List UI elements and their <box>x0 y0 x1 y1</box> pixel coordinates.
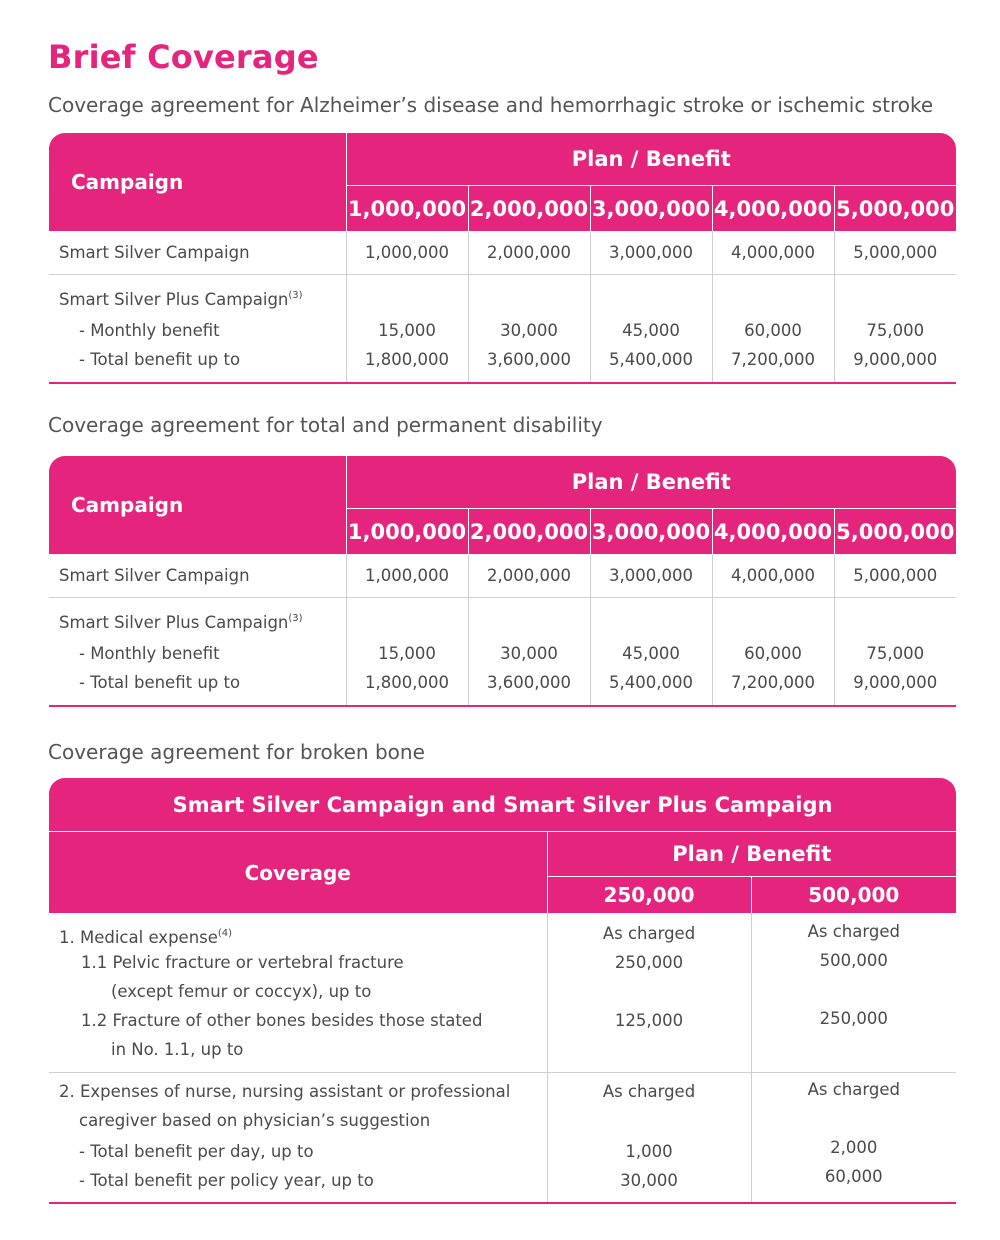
cell-value: 1,800,000 <box>365 350 449 369</box>
cell-value: 15,000 <box>378 644 436 663</box>
cell-value: 75,000 <box>866 321 925 340</box>
cell-value: 4,000,000 <box>712 554 834 598</box>
row-label-group <box>49 598 346 707</box>
page-title: Brief Coverage <box>48 38 319 76</box>
row-label: Smart Silver Campaign <box>49 231 346 275</box>
cell-value: 7,200,000 <box>731 350 815 369</box>
campaign-header: Campaign <box>49 456 346 554</box>
row-label: Smart Silver Plus Campaign <box>59 290 289 309</box>
cell-value: As charged <box>602 924 696 943</box>
coverage-item-medical-expense <box>49 913 547 1073</box>
cell-group <box>751 913 956 1073</box>
cell-group <box>712 598 834 707</box>
table-row <box>49 231 956 275</box>
cell-value: 5,000,000 <box>834 554 956 598</box>
plan-benefit-header: Plan / Benefit <box>547 832 956 877</box>
cell-value: 15,000 <box>378 321 436 340</box>
cell-value: 3,000,000 <box>590 554 712 598</box>
total-benefit-label: - Total benefit up to <box>79 673 241 692</box>
cell-group <box>547 1073 751 1204</box>
cell-value: 45,000 <box>622 321 680 340</box>
cell-value: 1,000 <box>625 1142 673 1161</box>
plan-amount-header: 4,000,000 <box>712 509 834 555</box>
cell-group <box>834 275 956 384</box>
cell-value: 45,000 <box>622 644 680 663</box>
cell-value: 4,000,000 <box>712 231 834 275</box>
cell-group <box>834 598 956 707</box>
sub-item-label: - Total benefit per day, up to <box>79 1142 314 1161</box>
cell-group <box>712 275 834 384</box>
cell-group <box>468 275 590 384</box>
cell-value: 250,000 <box>819 1009 888 1028</box>
plan-amount-header: 1,000,000 <box>346 186 468 232</box>
cell-value: 3,600,000 <box>487 350 571 369</box>
total-benefit-label: - Total benefit up to <box>79 350 241 369</box>
section-heading-broken-bone: Coverage agreement for broken bone <box>48 740 425 764</box>
plan-amount-header: 5,000,000 <box>834 186 956 232</box>
cell-value: 30,000 <box>500 321 558 340</box>
coverage-header: Coverage <box>49 832 547 914</box>
plan-amount-header: 4,000,000 <box>712 186 834 232</box>
cell-value: 60,000 <box>744 644 802 663</box>
alzheimers-coverage-table <box>49 133 956 384</box>
cell-group <box>346 275 468 384</box>
plan-amount-header: 2,000,000 <box>468 509 590 555</box>
sub-item-label: 1.1 Pelvic fracture or vertebral fracture <box>81 953 404 972</box>
footnote-ref: (3) <box>288 613 303 624</box>
plan-benefit-header: Plan / Benefit <box>346 456 956 509</box>
cell-value: As charged <box>807 1080 900 1099</box>
footnote-ref: (3) <box>288 290 303 301</box>
plan-benefit-header: Plan / Benefit <box>346 133 956 186</box>
plan-amount-header: 500,000 <box>751 877 956 914</box>
table-row <box>49 1073 956 1204</box>
cell-value: 1,000,000 <box>346 554 468 598</box>
cell-value: 2,000,000 <box>468 231 590 275</box>
plan-amount-header: 1,000,000 <box>346 509 468 555</box>
cell-value: 60,000 <box>744 321 802 340</box>
cell-value: 30,000 <box>500 644 558 663</box>
cell-value: 7,200,000 <box>731 673 815 692</box>
cell-value: 9,000,000 <box>853 673 938 692</box>
sub-item-label: (except femur or coccyx), up to <box>111 982 372 1001</box>
cell-value: 500,000 <box>819 951 888 970</box>
cell-value: 5,400,000 <box>609 673 693 692</box>
table-row <box>49 598 956 707</box>
section-heading-alzheimers: Coverage agreement for Alzheimer’s disease and hemorrhagic stroke or ischemic stroke <box>48 93 934 117</box>
footnote-ref: (4) <box>217 928 233 939</box>
table-row <box>49 275 956 384</box>
plan-amount-header: 3,000,000 <box>590 186 712 232</box>
cell-value: 9,000,000 <box>853 350 938 369</box>
cell-group <box>468 598 590 707</box>
plan-amount-header: 5,000,000 <box>834 509 956 555</box>
cell-value: 30,000 <box>620 1171 678 1190</box>
disability-coverage-table <box>49 456 956 707</box>
cell-group <box>346 598 468 707</box>
section-heading-disability: Coverage agreement for total and permanent disability <box>48 413 603 437</box>
coverage-item-nurse-expense <box>49 1073 547 1204</box>
cell-value: 5,000,000 <box>834 231 956 275</box>
monthly-benefit-label: - Monthly benefit <box>79 644 220 663</box>
plan-amount-header: 250,000 <box>547 877 751 914</box>
table-row <box>49 554 956 598</box>
cell-value: 75,000 <box>866 644 925 663</box>
broken-bone-coverage-table <box>49 778 956 1204</box>
monthly-benefit-label: - Monthly benefit <box>79 321 220 340</box>
cell-value: 60,000 <box>824 1167 883 1186</box>
row-label: 1. Medical expense <box>59 928 218 947</box>
cell-value: As charged <box>602 1082 696 1101</box>
row-label-group <box>49 275 346 384</box>
plan-amount-header: 2,000,000 <box>468 186 590 232</box>
campaign-header: Campaign <box>49 133 346 231</box>
row-label: Smart Silver Campaign <box>49 554 346 598</box>
cell-value: 5,400,000 <box>609 350 693 369</box>
sub-item-label: in No. 1.1, up to <box>111 1040 244 1059</box>
cell-value: 1,800,000 <box>365 673 449 692</box>
sub-item-label: 1.2 Fracture of other bones besides those stated <box>81 1011 483 1030</box>
cell-value: 3,600,000 <box>487 673 571 692</box>
cell-group <box>590 598 712 707</box>
cell-value: 2,000 <box>830 1138 878 1157</box>
row-label: caregiver based on physician’s suggestion <box>79 1111 431 1130</box>
cell-value: 125,000 <box>614 1011 684 1030</box>
sub-item-label: - Total benefit per policy year, up to <box>79 1171 374 1190</box>
cell-value: 250,000 <box>614 953 684 972</box>
plan-amount-header: 3,000,000 <box>590 509 712 555</box>
table-row <box>49 913 956 1073</box>
cell-value: 3,000,000 <box>590 231 712 275</box>
row-label: Smart Silver Plus Campaign <box>59 613 289 632</box>
cell-group <box>547 913 751 1073</box>
cell-group <box>751 1073 956 1204</box>
cell-value: 2,000,000 <box>468 554 590 598</box>
cell-group <box>590 275 712 384</box>
row-label: 2. Expenses of nurse, nursing assistant or professional <box>59 1082 511 1101</box>
cell-value: 1,000,000 <box>346 231 468 275</box>
cell-value: As charged <box>807 922 900 941</box>
table-title: Smart Silver Campaign and Smart Silver Plus Campaign <box>49 778 956 832</box>
